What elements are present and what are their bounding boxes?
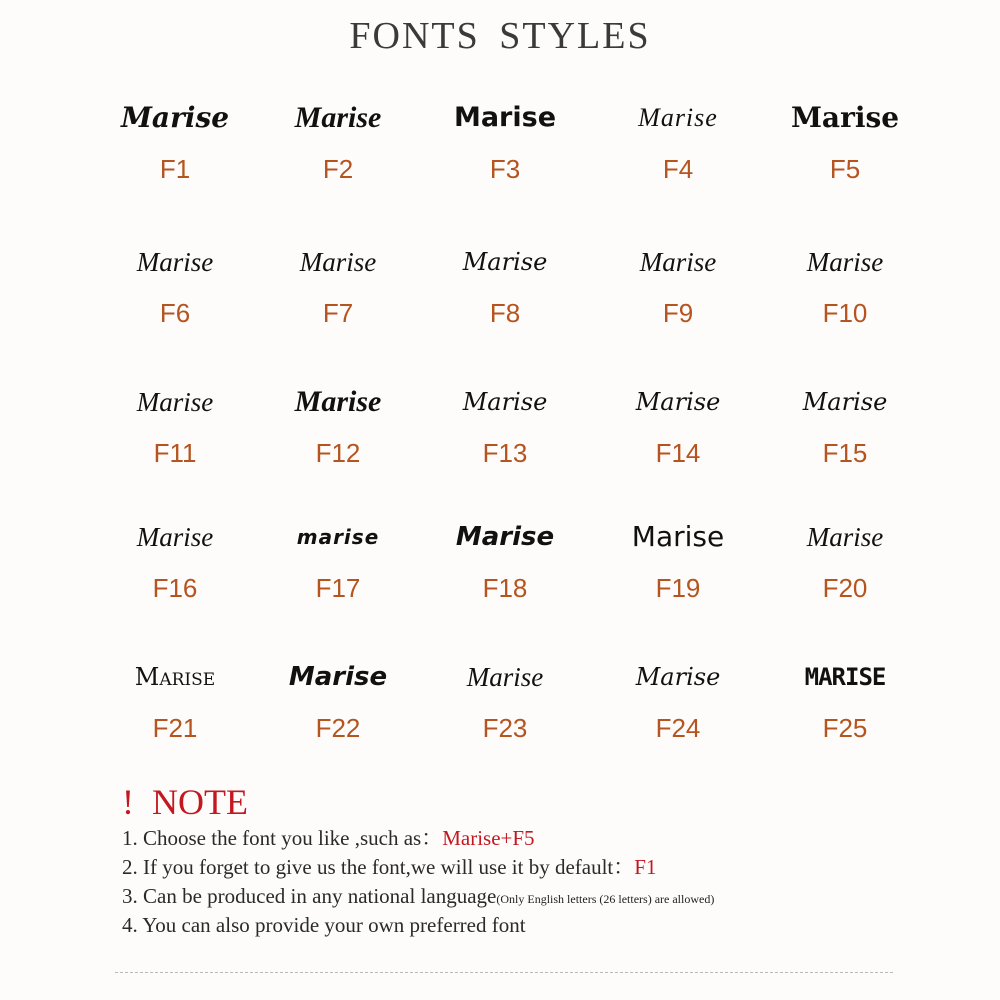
divider-line xyxy=(115,972,893,973)
font-option-f23 xyxy=(420,655,590,744)
font-option-f1 xyxy=(90,96,260,185)
font-option-f12 xyxy=(253,380,423,469)
font-code: F15 xyxy=(822,438,868,468)
font-code: F8 xyxy=(489,298,521,328)
font-sample: Marise xyxy=(136,387,214,417)
font-sample: Marise xyxy=(462,388,548,416)
note-heading xyxy=(122,780,942,824)
font-option-f20 xyxy=(760,515,930,604)
note-line-4 xyxy=(122,911,942,940)
font-option-f16 xyxy=(90,515,260,604)
font-option-f7 xyxy=(253,240,423,329)
font-code: F14 xyxy=(655,438,701,468)
font-code: F11 xyxy=(153,438,197,468)
font-option-f4 xyxy=(593,96,763,185)
font-option-f5 xyxy=(760,96,930,185)
font-code: F22 xyxy=(315,713,361,743)
font-code: F7 xyxy=(322,298,354,328)
font-code: F19 xyxy=(655,573,701,603)
page-title: FONTS STYLES xyxy=(349,15,651,57)
font-option-f6 xyxy=(90,240,260,329)
font-option-f24 xyxy=(593,655,763,744)
font-sample: Marise xyxy=(802,388,888,416)
font-code: F4 xyxy=(662,154,694,184)
font-sample: Marise xyxy=(639,247,717,277)
font-sample: Marise xyxy=(136,247,214,277)
note-line-2-default: F1 xyxy=(634,855,657,879)
note-line-1-text: 1. Choose the font you like ,such as： xyxy=(122,826,443,850)
font-option-f11 xyxy=(90,380,260,469)
font-code: F25 xyxy=(822,713,868,743)
font-sample: Marise xyxy=(120,101,230,134)
font-option-f19 xyxy=(593,515,763,604)
font-sample: Marise xyxy=(136,522,214,552)
note-line-1 xyxy=(122,824,942,853)
font-option-f25 xyxy=(760,655,930,744)
font-code: F10 xyxy=(822,298,868,328)
note-line-2-text: 2. If you forget to give us the font,we will use it by default： xyxy=(122,855,635,879)
font-option-f13 xyxy=(420,380,590,469)
font-code: F18 xyxy=(482,573,528,603)
font-option-f15 xyxy=(760,380,930,469)
exclamation-mark: ! xyxy=(122,782,134,822)
font-code: F6 xyxy=(159,298,191,328)
font-sample: Marise xyxy=(466,662,544,692)
font-code: F1 xyxy=(159,154,191,184)
font-code: F2 xyxy=(322,154,354,184)
font-code: F16 xyxy=(152,573,198,603)
font-sample: Marise xyxy=(790,101,900,134)
font-code: F24 xyxy=(655,713,701,743)
font-code: F23 xyxy=(482,713,528,743)
font-code: F3 xyxy=(489,154,521,184)
note-line-3-text: 3. Can be produced in any national language xyxy=(122,884,497,908)
note-line-2 xyxy=(122,853,942,882)
font-sample: Marise xyxy=(134,663,216,691)
font-sample: Marise xyxy=(453,102,557,133)
note-line-3 xyxy=(122,882,942,911)
font-code: F9 xyxy=(662,298,694,328)
font-code: F12 xyxy=(315,438,361,468)
font-sample: Marise xyxy=(638,103,718,132)
font-sample: Marise xyxy=(635,388,721,416)
font-code: F5 xyxy=(829,154,861,184)
note-line-3-restriction: (Only English letters (26 letters) are allowed) xyxy=(496,892,715,906)
font-sample: Marise xyxy=(631,520,725,553)
font-code: F13 xyxy=(482,438,528,468)
note-line-4-text: 4. You can also provide your own preferred font xyxy=(122,913,526,937)
font-option-f17 xyxy=(253,515,423,604)
font-sample: Marise xyxy=(455,522,555,552)
font-sample: Marise xyxy=(635,663,721,691)
font-sample: Marise xyxy=(806,522,884,552)
font-code: F17 xyxy=(315,573,361,603)
font-sample: Marise xyxy=(294,385,382,418)
font-sample: Marise xyxy=(299,247,377,277)
font-code: F20 xyxy=(822,573,868,603)
font-option-f18 xyxy=(420,515,590,604)
font-option-f3 xyxy=(420,96,590,185)
font-code: F21 xyxy=(152,713,198,743)
font-option-f21 xyxy=(90,655,260,744)
font-option-f10 xyxy=(760,240,930,329)
font-option-f8 xyxy=(420,240,590,329)
note-section xyxy=(122,780,942,940)
font-option-f14 xyxy=(593,380,763,469)
font-option-f2 xyxy=(253,96,423,185)
font-sample: Marise xyxy=(288,662,388,692)
font-sample: marise xyxy=(296,525,380,549)
font-sample: MARISE xyxy=(804,663,886,691)
font-sample: Marise xyxy=(462,248,548,276)
note-heading-text: NOTE xyxy=(152,782,248,822)
font-sample: Marise xyxy=(806,247,884,277)
font-sample: Marise xyxy=(294,101,382,134)
font-option-f9 xyxy=(593,240,763,329)
note-line-1-example: Marise+F5 xyxy=(442,826,535,850)
font-option-f22 xyxy=(253,655,423,744)
